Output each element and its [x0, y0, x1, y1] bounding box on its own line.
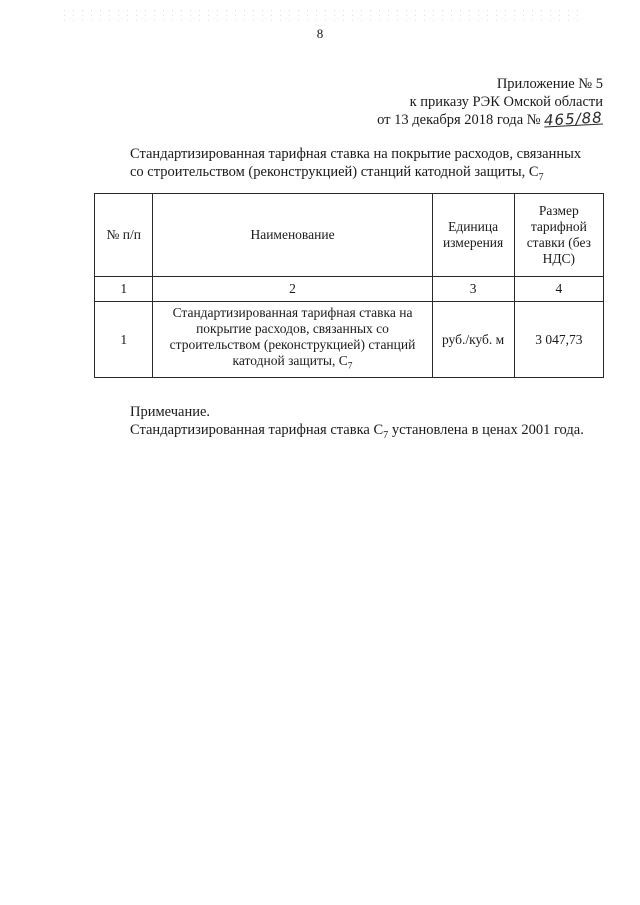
row-name: Стандартизированная тарифная ставка на покрытие расходов, связанных со строительством (реконструкцией) станций катодной защиты, $C_7$ [153, 302, 432, 378]
page-number: 8 [316, 26, 324, 41]
index-cell: 3 [432, 277, 514, 302]
order-number-handwritten: 465/88 [543, 108, 604, 130]
index-cell: 2 [153, 277, 432, 302]
table-row [95, 302, 604, 378]
title-line-2: со строительством (реконструкцией) станций катодной защиты, $C_7$ [130, 163, 544, 183]
index-cell: 1 [95, 277, 153, 302]
header-rate: Размер тарифной ставки (без НДС) [514, 194, 603, 277]
title-subscript: 7 [538, 171, 544, 183]
header-name: Наименование [153, 194, 432, 277]
note-section [130, 403, 620, 445]
document-title [130, 146, 610, 186]
index-cell: 4 [514, 277, 603, 302]
scan-artifacts [60, 8, 580, 22]
appendix-order-reference: к приказу РЭК Омской области [409, 93, 603, 110]
row-number: 1 [95, 302, 153, 378]
table-index-row [95, 277, 604, 302]
appendix-title: Приложение № 5 [496, 76, 603, 92]
note-heading: Примечание. [130, 404, 211, 420]
row-rate: 3 047,73 [514, 302, 603, 378]
appendix-header [377, 76, 603, 130]
title-line-1: Стандартизированная тарифная ставка на покрытие расходов, связанных [130, 146, 582, 162]
row-name-subscript: 7 [347, 361, 353, 372]
tariff-rate-table [94, 193, 604, 378]
note-text: Стандартизированная тарифная ставка $C_7$ установлена в ценах 2001 года. [130, 422, 584, 441]
header-unit: Единица измерения [432, 194, 514, 277]
table-header-row [95, 194, 604, 277]
order-date-text: от 13 декабря 2018 года № [377, 112, 541, 128]
row-unit: руб./куб. м [432, 302, 514, 378]
appendix-order-date [377, 108, 604, 130]
header-number: № п/п [95, 194, 153, 277]
note-subscript: 7 [383, 429, 389, 441]
